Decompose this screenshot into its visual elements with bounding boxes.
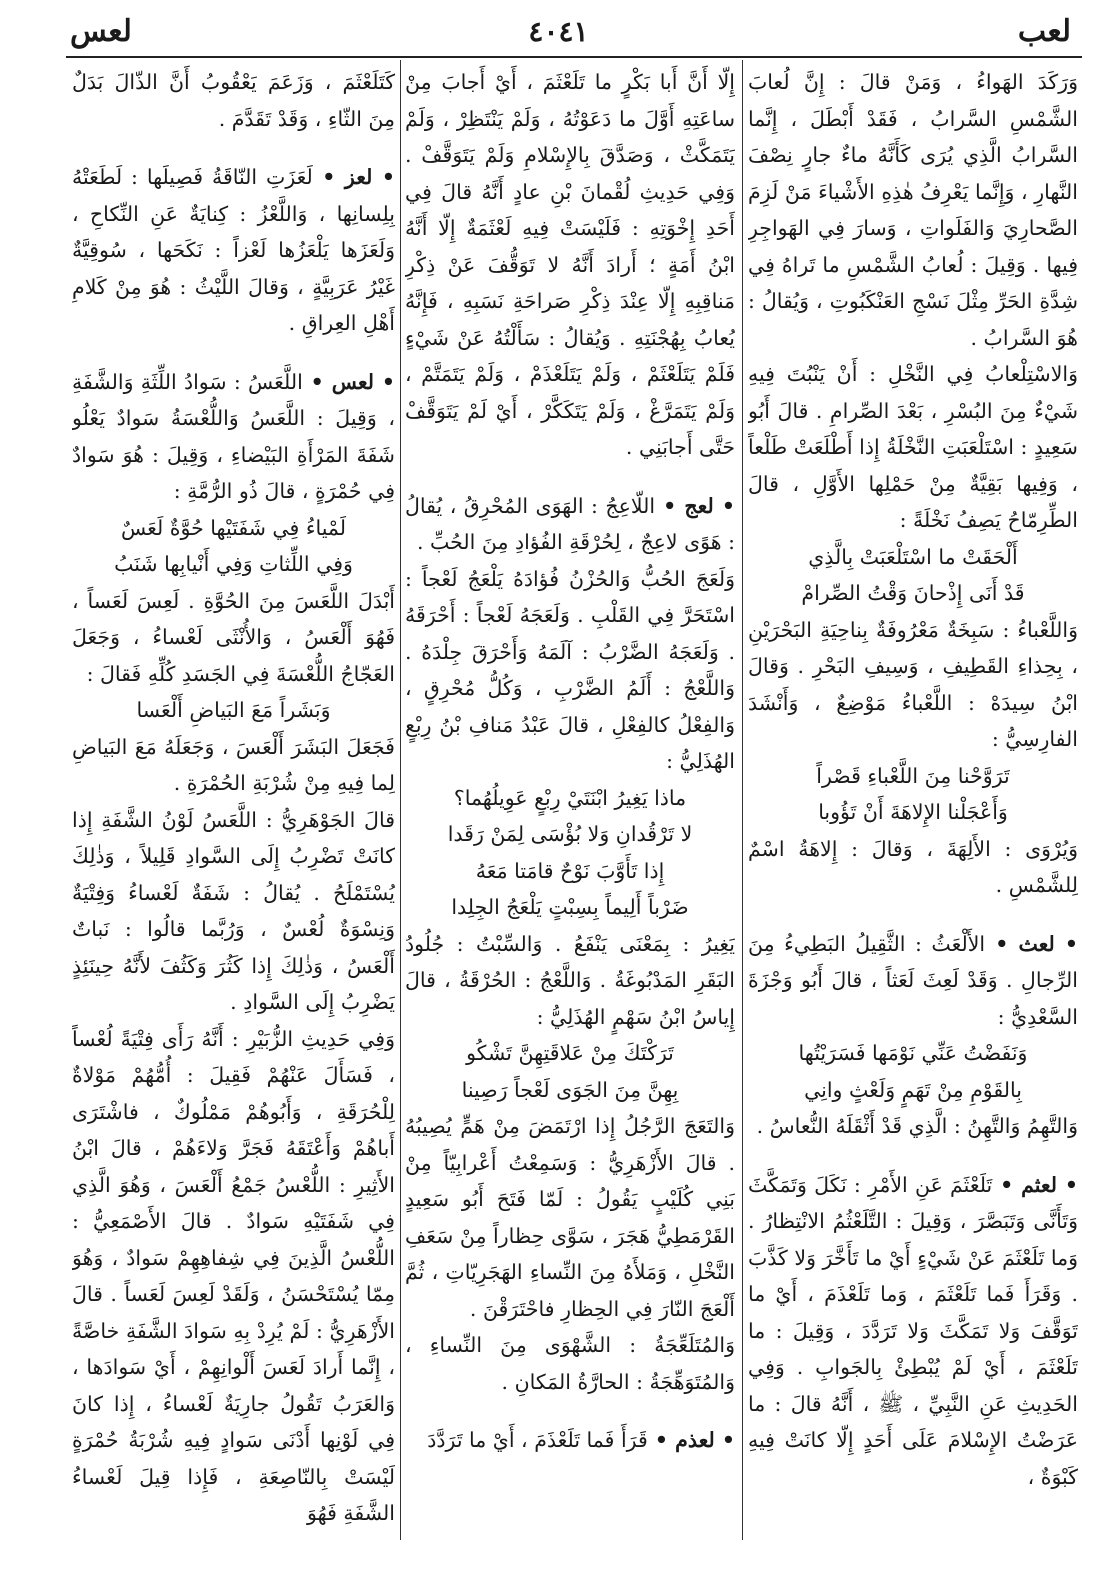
entry-headword: لعج	[684, 493, 714, 518]
entry-text: لَعَزَتِ النّاقَةُ فَصِيلَها : لَطَعَتْهُ بِلِسانِها ، وَاللَّعْزُ : كِنايَةٌ عَنِ النِّكاحِ ، وَلَعَزَها يَلْعَزُها لَعْزاً : نَكَحَها ، سُوقِيَّةٌ غَيْرُ عَرَبِيَّةٍ ، وَقالَ اللَّيْثُ : هُوَ مِنْ كَلامِ أَهْلِ العِراقِ .	[72, 165, 395, 335]
verse-line: وَبَشَراً مَعَ البَياضِ أَلْعَسا	[136, 698, 331, 722]
paragraph: وَالمُتَلَعِّجَةُ : الشَّهْوَى مِنَ النِّساءِ ، وَالمُتَوَهِّجَةُ : الحارَّةُ المَكانِ .	[405, 1333, 735, 1394]
paragraph: وَرَكَدَ الهَواءُ ، وَمَنْ قالَ : إِنَّ لُعابَ الشَّمْسِ السَّرابُ ، فَقَدْ أَبْطَلَ ، إِنَّما السَّرابُ الَّذِي يُرَى كَأَنَّهُ ماءٌ جارٍ نِصْفَ النَّهارِ ، وَإِنَّما يَعْرِفُ هٰذِهِ الأَشْياءَ مَنْ لَزِمَ الصَّحارِيَ وَالفَلَواتِ ، وَسارَ فِي الهَواجِرِ فِيها . وَقِيلَ : لُعابُ الشَّمْسِ ما تَراهُ فِي شِدَّةِ الحَرِّ مِثْلَ نَسْجِ العَنْكَبُوتِ ، وَيُقالُ : هُوَ السَّرابُ .	[748, 70, 1078, 350]
verse-line: بِهِنَّ مِنَ الجَوَى لَعْجاً رَصِينا	[461, 1077, 679, 1102]
verse-line: أَلْحَقَتْ ما اسْتَلْعَبَتْ بِالَّذِي	[808, 544, 1018, 569]
entry-headword: لعث	[1018, 931, 1055, 956]
entry-headword: لعذم	[675, 1428, 715, 1452]
verse-line: تَرَكْتَكَ مِنْ عَلاقَتِهِنَّ تَشْكُو	[466, 1041, 674, 1065]
verse-line: وَأَعْجَلْنا الإِلاهَةَ أَنْ تَؤُوبا	[818, 800, 1008, 824]
entry-laas: • لعس • اللَّعَسُ : سَوادُ اللِّثَةِ وَالشَّفَةِ ، وَقِيلَ : اللَّعَسُ وَاللُّعْسَةُ سَوادٌ يَعْلُو شَفَةَ المَرْأَةِ البَيْضاءِ ، وَقِيلَ : هُوَ سَوادٌ فِي حُمْرَةٍ ، قالَ ذُو الرُّمَّةِ :	[72, 369, 395, 503]
paragraph: وَفِي حَدِيثِ الزُّبَيْرِ : أَنَّهُ رَأَى فِتْيَةً لُعْساً ، فَسَأَلَ عَنْهُمْ فَقِيلَ : أُمُّهُمْ مَوْلاةٌ لِلْحُرَقَةِ ، وَأَبُوهُمْ مَمْلُوكٌ ، فاشْتَرَى أَباهُمْ وَأَعْتَقَهُ فَجَرَّ وَلاءَهُمْ ، قالَ ابْنُ الأَثِيرِ : اللُّعْسُ جَمْعُ أَلْعَسَ ، وَهُوَ الَّذِي فِي شَفَتَيْهِ سَوادٌ . قالَ الأَصْمَعِيُّ : اللُّعْسُ الَّذِينَ فِي شِفاهِهِمْ سَوادٌ ، وَهُوَ مِمّا يُسْتَحْسَنُ ، وَلَقَدْ لَعِسَ لَعَساً . قالَ الأَزْهَرِيُّ : لَمْ يُرِدْ بِهِ سَوادَ الشَّفَةِ خاصَّةً ، إِنَّما أَرادَ لَعَسَ أَلْوانِهِمْ ، أَيْ سَوادَها ، وَالعَرَبُ تَقُولُ جارِيَةٌ لَعْساءُ ، إِذا كانَ فِي لَوْنِها أَدْنَى سَوادٍ فِيهِ شُرْبَةُ حُمْرَةٍ لَيْسَتْ بِالنّاصِعَةِ ، فَإِذا قِيلَ لَعْساءُ الشَّفَةِ فَهُوَ	[72, 1026, 395, 1525]
entry-headword: لعس	[331, 369, 374, 394]
paragraph: يَغِيرُ : بِمَعْنَى يَنْفَعُ . وَالسِّبْتُ : جُلُودُ البَقَرِ المَدْبُوغَةُ . وَاللَّعْجُ : الحُرْقَةُ ، قالَ إِياسُ ابْنُ سَهْمٍ الهُذَلِيُّ :	[405, 931, 735, 1029]
verse-line: إِذا تَأَوَّبَ نَوْحٌ قامَتا مَعَهُ	[475, 858, 665, 883]
column-divider-right	[742, 60, 743, 1540]
verse-line: لا تَرْقُدانِ وَلا بُؤْسَى لِمَنْ رَقَدا	[447, 822, 693, 846]
verse-line: بِالقَوْمِ مِنْ تَهَمٍ وَلَعْثٍ وانِي	[804, 1077, 1022, 1102]
verse-line: وَفِي اللِّثاتِ وَفِي أَنْيابِها شَنَبُ	[114, 552, 353, 576]
header-left-word: لعس	[70, 14, 132, 49]
paragraph: وَيُرْوَى : الأَلِهَةَ ، وَقالَ : إِلاهَةُ اسْمٌ لِلشَّمْسِ .	[748, 836, 1078, 897]
page-number: ٤٠٤١	[528, 15, 589, 48]
paragraph: كَتَلَعْثَمَ ، وَزَعَمَ يَعْقُوبُ أَنَّ الذّالَ بَدَلٌ مِنَ الثّاءِ ، وَقَدْ تَقَدَّمَ .	[72, 70, 395, 131]
paragraph: وَالاسْتِلْعابُ فِي النَّخْلِ : أَنْ يَنْبُتَ فِيهِ شَيْءٌ مِنَ البُسْرِ ، بَعْدَ الصِّرامِ . قالَ أَبُو سَعِيدٍ : اسْتَلْعَبَتِ النَّخْلَةُ إِذا أَطْلَعَتْ طَلْعاً ، وَفِيها بَقِيَّةٌ مِنْ حَمْلِها الأَوَّلِ ، قالَ الطِّرِمّاحُ يَصِفُ نَخْلَةً :	[748, 362, 1078, 532]
column-right	[748, 64, 1078, 1534]
entry-text: اللّاعِجُ : الهَوَى المُحْرِقُ ، يُقالُ : هَوًى لاعِجٌ ، لِحُرْقَةِ الفُؤادِ مِنَ الحُبِّ .	[405, 493, 735, 554]
header-rule	[66, 56, 1082, 58]
verse-line: وَنَفَضْتُ عَنِّي نَوْمَها فَسَرَيْتُها	[798, 1041, 1028, 1065]
paragraph: إِلّا أَنَّ أَبا بَكْرٍ ما تَلَعْثَمَ ، أَيْ أَجابَ مِنْ ساعَتِهِ أَوَّلَ ما دَعَوْتُهُ ، وَلَمْ يَنْتَظِرْ ، وَلَمْ يَتَمَكَّثْ ، وَصَدَّقَ بِالإِسْلامِ وَلَمْ يَتَوَقَّفْ . وَفِي حَدِيثِ لُقْمانَ بْنِ عادٍ أَنَّهُ قالَ فِي أَحَدِ إِخْوَتِهِ : فَلَيْسَتْ فِيهِ لَعْثَمَةٌ إِلّا أَنَّهُ ابْنُ أَمَةٍ ؛ أَرادَ أَنَّهُ لا تَوَقُّفَ عَنْ ذِكْرِ مَناقِبِهِ إِلّا عِنْدَ ذِكْرِ صَراحَةِ نَسَبِهِ ، فَإِنَّهُ يُعابُ بِهُجْنَتِهِ . وَيُقالُ : سَأَلْتُهُ عَنْ شَيْءٍ فَلَمْ يَتَلَعْثَمْ ، وَلَمْ يَتَلَعْذَمْ ، وَلَمْ يَتَمَتَّمْ ، وَلَمْ يَتَمَرَّغْ ، وَلَمْ يَتَكَكَّرْ ، أَيْ لَمْ يَتَوَقَّفْ حَتَّى أَجابَنِي .	[405, 70, 735, 459]
entry-latham: • لعثم • تَلَعْثَمَ عَنِ الأَمْرِ : نَكَلَ وَتَمَكَّثَ وَتَأَنَّى وَتَبَصَّرَ ، وَقِيلَ : التَّلَعْثُمُ الانْتِظارُ . وَما تَلَعْثَمَ عَنْ شَيْءٍ أَيْ ما تَأَخَّرَ وَلا كَذَّبَ . وَقَرَأَ فَما تَلَعْثَمَ ، وَما تَلَعْذَمَ ، أَيْ ما تَوَقَّفَ وَلا تَمَكَّثَ وَلا تَرَدَّدَ ، وَقِيلَ : ما تَلَعْثَمَ ، أَيْ لَمْ يُبْطِئْ بِالجَوابِ . وَفِي الحَدِيثِ عَنِ النَّبِيِّ ، ﷺ ، أَنَّهُ قالَ : ما عَرَضْتُ الإِسْلامَ عَلَى أَحَدٍ إِلّا كانَتْ فِيهِ كَبْوَةٌ ،	[748, 1172, 1078, 1489]
entry-headword: لعثم	[1021, 1172, 1058, 1197]
verse-line: قَدْ أَنَى إِذْحانَ وَقْتُ الصِّرامْ	[801, 581, 1025, 605]
entry-text: تَلَعْثَمَ عَنِ الأَمْرِ : نَكَلَ وَتَمَكَّثَ وَتَأَنَّى وَتَبَصَّرَ ، وَقِيلَ : التَّلَعْثُمُ الانْتِظارُ . وَما تَلَعْثَمَ عَنْ شَيْءٍ أَيْ ما تَأَخَّرَ وَلا كَذَّبَ . وَقَرَأَ فَما تَلَعْثَمَ ، وَما تَلَعْذَمَ ، أَيْ ما تَوَقَّفَ وَلا تَمَكَّثَ وَلا تَرَدَّدَ ، وَقِيلَ : ما تَلَعْثَمَ ، أَيْ لَمْ يُبْطِئْ بِالجَوابِ . وَفِي الحَدِيثِ عَنِ النَّبِيِّ ، ﷺ ، أَنَّهُ قالَ : ما عَرَضْتُ الإِسْلامَ عَلَى أَحَدٍ إِلّا كانَتْ فِيهِ كَبْوَةٌ ،	[748, 1172, 1078, 1489]
paragraph: فَجَعَلَ البَشَرَ أَلْعَسَ ، وَجَعَلَهُ مَعَ البَياضِ لِما فِيهِ مِنْ شُرْبَةِ الحُمْرَةِ .	[72, 734, 395, 795]
paragraph: وَالتَعَجَ الرَّجُلُ إِذا ارْتَمَضَ مِنْ هَمٍّ يُصِيبُهُ . قالَ الأَزْهَرِيُّ : وَسَمِعْتُ أَعْرابِيّاً مِنْ بَنِي كُلَيْبٍ يَقُولُ : لَمّا فَتَحَ أَبُو سَعِيدٍ القَرْمَطِيُّ هَجَرَ ، سَوَّى حِظاراً مِنْ سَعَفِ النَّخْلِ ، وَمَلأَهُ مِنَ النِّساءِ الهَجَرِيّاتِ ، ثُمَّ أَلْعَجَ النّارَ فِي الحِظارِ فاحْتَرَقْنَ .	[405, 1114, 735, 1321]
entry-laadham: • لعذم • قَرَأَ فَما تَلَعْذَمَ ، أَيْ ما تَرَدَّدَ	[427, 1428, 735, 1452]
entry-text: قَرَأَ فَما تَلَعْذَمَ ، أَيْ ما تَرَدَّدَ	[427, 1428, 648, 1452]
paragraph: وَاللَّعْباءُ : سَبِخَةٌ مَعْرُوفَةٌ بِناحِيَةِ البَحْرَيْنِ ، بِحِذاءِ القَطِيفِ ، وَسِيفِ البَحْرِ . وَقالَ ابْنُ سِيدَهْ : اللَّعْباءُ مَوْضِعٌ ، وَأَنْشَدَ الفارِسِيُّ :	[748, 617, 1078, 751]
verse-line: تَرَوَّحْنا مِنَ اللَّعْباءِ قَصْراً	[816, 763, 1010, 788]
verse-line: لَمْياءُ فِي شَفَتَيْها حُوَّةٌ لَعَسٌ	[120, 515, 346, 540]
entry-lath: • لعث • الأَلْعَثُ : الثَّقِيلُ البَطِيءُ مِنَ الرِّجالِ . وَقَدْ لَعِثَ لَعَثاً ، قالَ أَبُو وَجْزَةَ السَّعْدِيُّ :	[748, 931, 1078, 1029]
paragraph: وَلَعَجَ الحُبُّ وَالحُزْنُ فُؤادَهُ يَلْعَجُ لَعْجاً : اسْتَحَرَّ فِي القَلْبِ . وَلَعَجَهُ لَعْجاً : أَحْرَقَهُ . وَلَعَجَهُ الضَّرْبُ : آلَمَهُ وَأَحْرَقَ جِلْدَهُ . وَاللَّعْجُ : أَلَمُ الضَّرْبِ ، وَكُلُّ مُحْرِقٍ ، وَالفِعْلُ كالفِعْلِ ، قالَ عَبْدُ مَنافِ بْنُ رِبْعٍ الهُذَلِيُّ :	[405, 566, 735, 773]
paragraph: قالَ الجَوْهَرِيُّ : اللَّعَسُ لَوْنُ الشَّفَةِ إِذا كانَتْ تَضْرِبُ إِلَى السَّوادِ قَلِيلاً ، وَذٰلِكَ يُسْتَمْلَحُ . يُقالُ : شَفَةٌ لَعْساءُ وَفِتْيَةٌ وَنِسْوَةٌ لُعْسٌ ، وَرُبَّما قالُوا : نَباتٌ أَلْعَسُ ، وَذٰلِكَ إِذا كَثُرَ وَكَثُفَ لأَنَّهُ حِينَئِذٍ يَضْرِبُ إِلَى السَّوادِ .	[72, 807, 395, 1014]
verse-line: ضَرْباً أَلِيماً بِسِبْتٍ يَلْعَجُ الجِلِدا	[451, 895, 689, 919]
paragraph: أَبْدَلَ اللَّعَسَ مِنَ الحُوَّةِ . لَعِسَ لَعَساً ، فَهُوَ أَلْعَسُ ، وَالأُنْثَى لَعْساءُ ، وَجَعَلَ العَجّاجُ اللُّعْسَةَ فِي الجَسَدِ كُلِّهِ فَقالَ :	[72, 588, 395, 686]
entry-text: الأَلْعَثُ : الثَّقِيلُ البَطِيءُ مِنَ الرِّجالِ . وَقَدْ لَعِثَ لَعَثاً ، قالَ أَبُو وَجْزَةَ السَّعْدِيُّ :	[748, 931, 1078, 1029]
entry-text: اللَّعَسُ : سَوادُ اللِّثَةِ وَالشَّفَةِ ، وَقِيلَ : اللَّعَسُ وَاللُّعْسَةُ سَوادٌ يَعْلُو شَفَةَ المَرْأَةِ البَيْضاءِ ، وَقِيلَ : هُوَ سَوادٌ فِي حُمْرَةٍ ، قالَ ذُو الرُّمَّةِ :	[72, 369, 395, 503]
column-middle	[405, 64, 735, 1534]
verse-line: ماذا يَغِيرُ ابْنَتَيْ رِبْعٍ عَوِيلُهُما؟	[453, 785, 687, 810]
header-right-word: لعب	[1017, 14, 1071, 49]
column-left	[72, 64, 395, 1534]
entry-laaz: • لعز • لَعَزَتِ النّاقَةُ فَصِيلَها : لَطَعَتْهُ بِلِسانِها ، وَاللَّعْزُ : كِنايَةٌ عَنِ النِّكاحِ ، وَلَعَزَها يَلْعَزُها لَعْزاً : نَكَحَها ، سُوقِيَّةٌ غَيْرُ عَرَبِيَّةٍ ، وَقالَ اللَّيْثُ : هُوَ مِنْ كَلامِ أَهْلِ العِراقِ .	[72, 165, 395, 335]
paragraph: وَالتَّهِمُ وَالتَّهِنُ : الَّذِي قَدْ أَثْقَلَهُ النُّعاسُ .	[756, 1114, 1078, 1138]
column-divider-left	[400, 60, 401, 1540]
entry-laj: • لعج • اللّاعِجُ : الهَوَى المُحْرِقُ ، يُقالُ : هَوًى لاعِجٌ ، لِحُرْقَةِ الفُؤادِ مِنَ الحُبِّ .	[405, 493, 735, 554]
entry-headword: لعز	[344, 165, 373, 189]
